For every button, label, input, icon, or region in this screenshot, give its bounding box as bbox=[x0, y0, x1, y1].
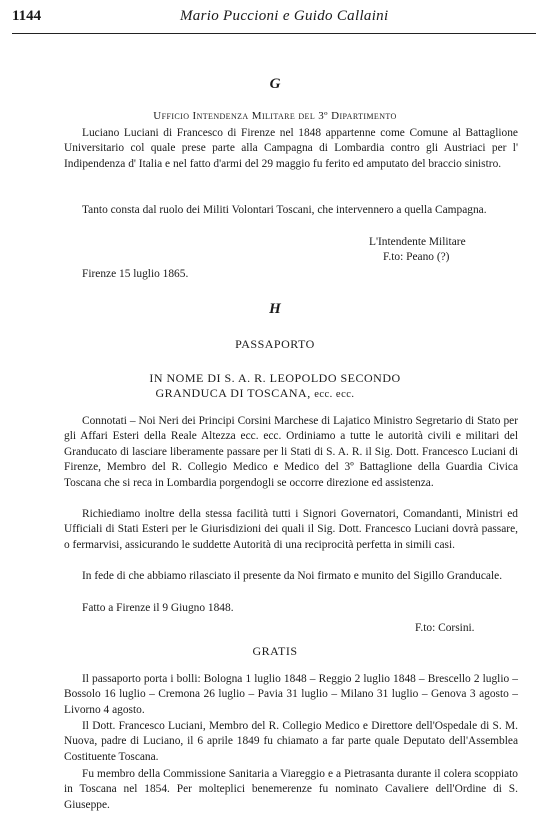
note-paragraph-1: Il passaporto porta i bolli: Bologna 1 luglio 1848 – Reggio 2 luglio 1848 – Brescello 2 luglio – Bossolo 16 luglio – Cremona 26 luglio – Pavia 31 luglio – Milano 31 luglio – Genova 3 agosto – Livorno 4 agosto. bbox=[64, 673, 518, 716]
h-place-date: Fatto a Firenze il 9 Giugno 1848. bbox=[82, 602, 234, 614]
h-paragraph-1: Connotati – Noi Neri dei Principi Corsini Marchese di Lajatico Ministro Segretario di Stato per gli Affari Esteri della Reale Altezza ecc. ecc. Ordiniamo a tutte le autorità civili e militari del Granducato di lasciare liberamente passare per li Stati di S. A. R. il Sig. Dott. Francesco Luciani di Firenze, Membro del R. Collegio Medico e Medico del 3º Battaglione della Guardia Civica Toscana che si reca in Lombardia porgendogli se occorre direzione ed assistenza. bbox=[64, 415, 518, 489]
passport-heading-line2 bbox=[0, 386, 530, 401]
g-signer: F.to: Peano (?) bbox=[383, 251, 450, 263]
section-letter-h: H bbox=[269, 301, 281, 317]
page-number: 1144 bbox=[12, 8, 42, 24]
passport-title: PASSAPORTO bbox=[235, 337, 315, 351]
page-header bbox=[12, 8, 532, 30]
h-paragraph-3: In fede di che abbiamo rilasciato il presente da Noi firmato e munito del Sigillo Granducale. bbox=[82, 570, 503, 582]
running-title: Mario Puccioni e Guido Callaini bbox=[180, 8, 389, 24]
gratis-label: GRATIS bbox=[252, 644, 298, 658]
g-signer-title: L'Intendente Militare bbox=[369, 236, 466, 248]
g-place-date: Firenze 15 luglio 1865. bbox=[82, 268, 189, 280]
passport-heading-line1: IN NOME DI S. A. R. LEOPOLDO SECONDO bbox=[149, 371, 401, 385]
g-paragraph-2: Tanto consta dal ruolo dei Militi Volontari Toscani, che intervennero a quella Campagna. bbox=[82, 204, 487, 216]
heading-etc: ecc. ecc. bbox=[314, 389, 355, 400]
h-signer: F.to: Corsini. bbox=[415, 622, 475, 634]
grand-duke-title: GRANDUCA DI TOSCANA, bbox=[155, 386, 311, 400]
h-paragraph-2: Richiediamo inoltre della stessa facilità tutti i Signori Governatori, Comandanti, Ministri ed Ufficiali di Stati Esteri per le Giurisdizioni dei quali il Sig. Dott. Francesco Luciani dovrà passare, o fermarvisi, assicurando le suddette Autorità di una reciprocità perfetta in simili casi. bbox=[64, 508, 518, 551]
header-rule bbox=[12, 33, 536, 34]
section-letter-g: G bbox=[269, 76, 281, 92]
g-paragraph-1: Luciano Luciani di Francesco di Firenze nel 1848 appartenne come Comune al Battaglione Universitario col quale prese parte alla Campagna di Lombardia contro gli Austriaci per l' Indipendenza d' Italia e nel fatto d'armi del 29 maggio fu ferito ed amputato del braccio sinistro. bbox=[64, 127, 518, 170]
note-paragraph-3: Fu membro della Commissione Sanitaria a Viareggio e a Pietrasanta durante il colera scoppiato in Toscana nel 1854. Per molteplici benemerenze fu nominato Cavaliere dell'Ordine di S. Giuseppe. bbox=[64, 768, 518, 811]
office-heading: Ufficio Intendenza Militare del 3º Dipartimento bbox=[153, 110, 397, 122]
note-paragraph-2: Il Dott. Francesco Luciani, Membro del R. Collegio Medico e Direttore dell'Ospedale di S. M. Nuova, padre di Luciano, il 6 aprile 1849 fu chiamato a far parte quale Deputato dell'Assemblea Costituente Toscana. bbox=[64, 720, 518, 763]
